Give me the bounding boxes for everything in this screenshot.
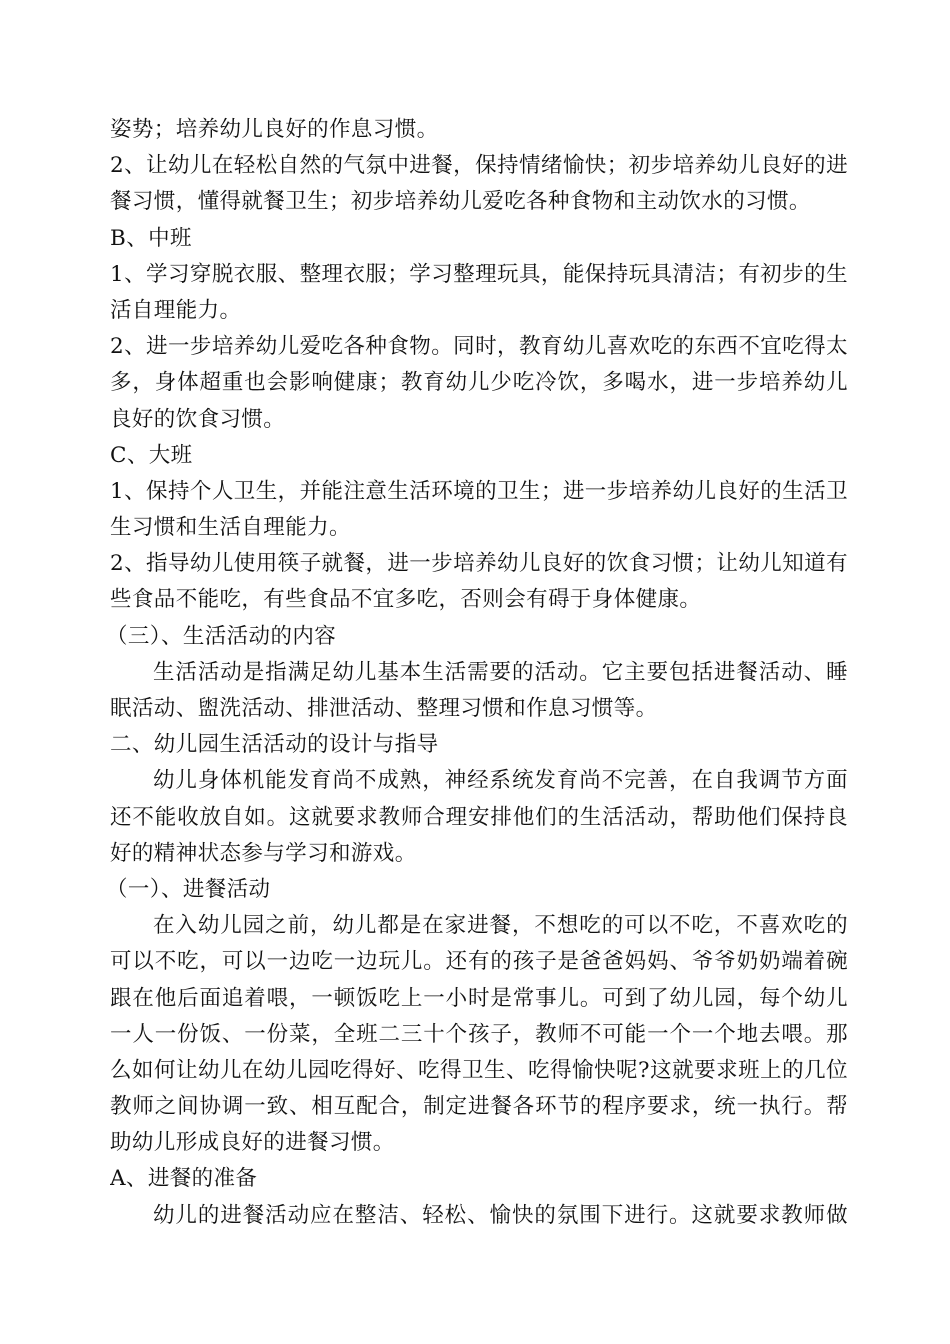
section-heading: B、中班 <box>110 225 192 251</box>
section-heading: （一）、进餐活动 <box>106 876 271 902</box>
document-page <box>106 112 848 1234</box>
paragraph-start-line: 生活活动是指满足幼儿基本生活需要的活动。它主要包括进餐活动、睡 <box>153 659 848 685</box>
text-line: 一人一份饭、一份菜，全班二三十个孩子，教师不可能一个一个地去喂。那 <box>110 1021 848 1047</box>
text-line: 好的精神状态参与学习和游戏。 <box>110 840 417 866</box>
text-line: 多，身体超重也会影响健康；教育幼儿少吃冷饮，多喝水，进一步培养幼儿 <box>110 370 848 396</box>
text-line: 2、指导幼儿使用筷子就餐，进一步培养幼儿良好的饮食习惯；让幼儿知道有 <box>110 551 848 577</box>
section-heading: A、进餐的准备 <box>110 1166 258 1192</box>
text-line: 良好的饮食习惯。 <box>110 406 286 432</box>
text-line: 1、学习穿脱衣服、整理衣服；学习整理玩具，能保持玩具清洁；有初步的生 <box>110 261 848 287</box>
text-line: 活自理能力。 <box>110 297 242 323</box>
paragraph-start-line: 幼儿的进餐活动应在整洁、轻松、愉快的氛围下进行。这就要求教师做 <box>153 1202 848 1228</box>
text-line: 教师之间协调一致、相互配合，制定进餐各环节的程序要求，统一执行。帮 <box>110 1094 848 1120</box>
text-line: 2、进一步培养幼儿爱吃各种食物。同时，教育幼儿喜欢吃的东西不宜吃得太 <box>110 334 848 360</box>
text-line: 么如何让幼儿在幼儿园吃得好、吃得卫生、吃得愉快呢?这就要求班上的几位 <box>110 1057 848 1083</box>
paragraph-start-line: 幼儿身体机能发育尚不成熟，神经系统发育尚不完善，在自我调节方面 <box>153 768 848 794</box>
text-line: 些食品不能吃，有些食品不宜多吃，否则会有碍于身体健康。 <box>110 587 702 613</box>
text-line: 姿势；培养幼儿良好的作息习惯。 <box>110 117 439 142</box>
section-heading: C、大班 <box>110 442 193 468</box>
text-line: 2、让幼儿在轻松自然的气氛中进餐，保持情绪愉快；初步培养幼儿良好的进 <box>110 153 848 179</box>
text-line: 餐习惯，懂得就餐卫生；初步培养幼儿爱吃各种食物和主动饮水的习惯。 <box>110 189 811 215</box>
text-line: 眠活动、盥洗活动、排泄活动、整理习惯和作息习惯等。 <box>110 696 658 721</box>
text-line: 助幼儿形成良好的进餐习惯。 <box>110 1130 395 1156</box>
section-heading: （三）、生活活动的内容 <box>106 623 337 649</box>
paragraph-start-line: 在入幼儿园之前，幼儿都是在家进餐，不想吃的可以不吃，不喜欢吃的 <box>153 913 848 939</box>
text-line: 可以不吃，可以一边吃一边玩儿。还有的孩子是爸爸妈妈、爷爷奶奶端着碗 <box>110 949 848 975</box>
text-line: 还不能收放自如。这就要求教师合理安排他们的生活活动，帮助他们保持良 <box>110 804 848 830</box>
section-heading: 二、幼儿园生活活动的设计与指导 <box>110 732 439 758</box>
text-line: 1、保持个人卫生，并能注意生活环境的卫生；进一步培养幼儿良好的生活卫 <box>110 478 848 504</box>
text-line: 跟在他后面追着喂，一顿饭吃上一小时是常事儿。可到了幼儿园，每个幼儿 <box>110 985 848 1011</box>
text-line: 生习惯和生活自理能力。 <box>110 515 351 541</box>
